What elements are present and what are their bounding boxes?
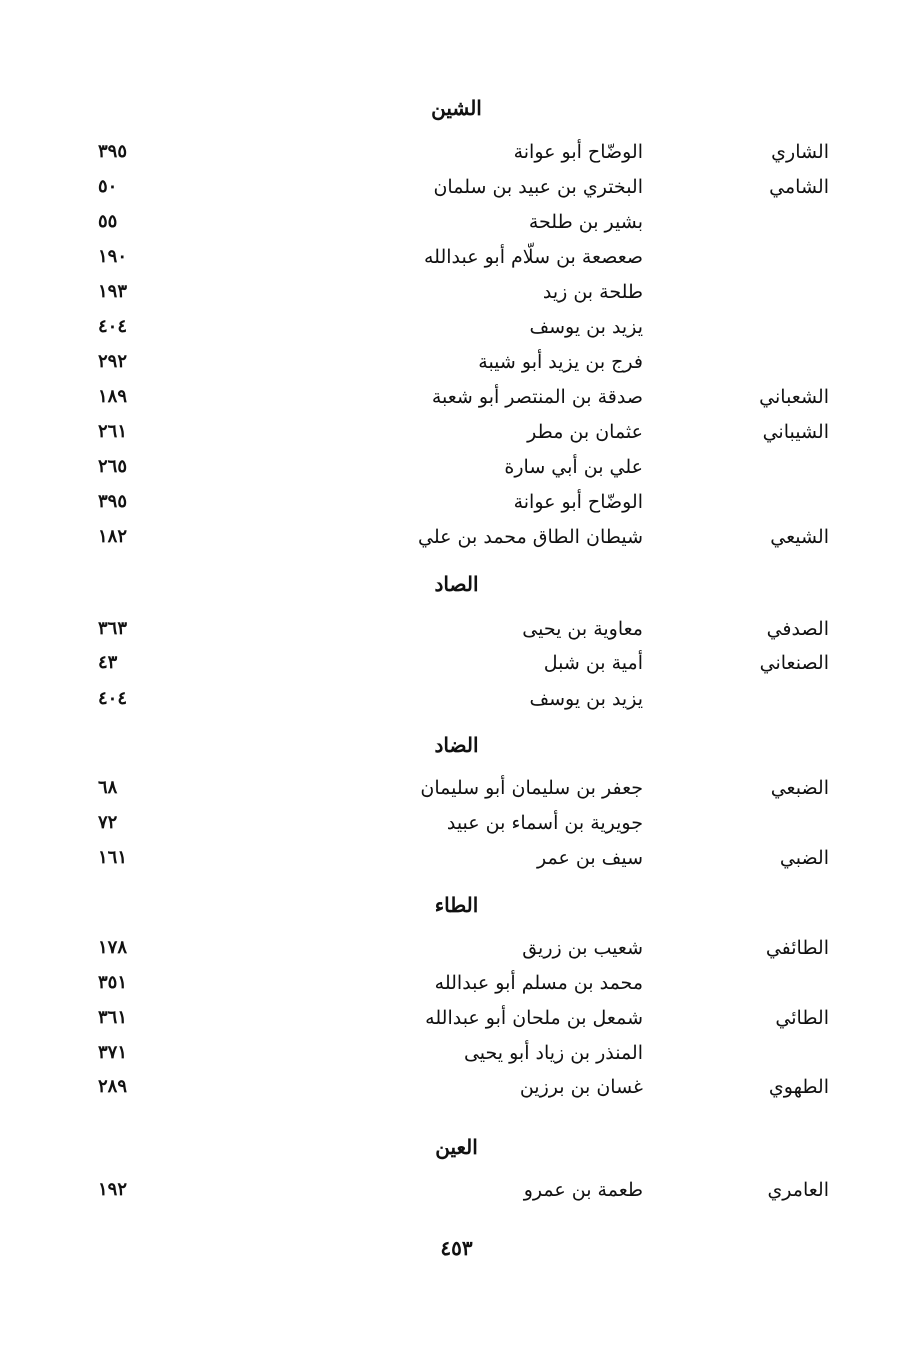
index-row xyxy=(0,456,913,490)
index-row xyxy=(0,652,913,686)
page-number: ٤٥٣ xyxy=(440,1236,473,1260)
page-ref: ١٨٩ xyxy=(98,386,128,407)
index-row xyxy=(0,526,913,560)
narrator-name: جعفر بن سليمان أبو سليمان xyxy=(420,777,643,799)
page-ref: ١٩٢ xyxy=(98,1179,128,1200)
narrator-name: الوضّاح أبو عوانة xyxy=(513,141,643,163)
page-ref: ٣٩٥ xyxy=(98,491,128,512)
page-ref: ٤٠٤ xyxy=(98,688,128,709)
index-row xyxy=(0,777,913,811)
index-row xyxy=(0,351,913,385)
nisba: الشامي xyxy=(769,176,829,198)
index-row xyxy=(0,1076,913,1110)
page-ref: ١٩٣ xyxy=(98,281,128,302)
page-ref: ١٧٨ xyxy=(98,937,128,958)
narrator-name: شيطان الطاق محمد بن علي xyxy=(418,526,643,548)
page-ref: ٤٣ xyxy=(98,652,118,673)
nisba: الصنعاني xyxy=(759,652,829,674)
narrator-name: طلحة بن زيد xyxy=(542,281,643,303)
nisba: الضبعي xyxy=(770,777,829,799)
page-ref: ٣٩٥ xyxy=(98,141,128,162)
section-heading: العين xyxy=(435,1135,478,1159)
page-ref: ١٨٢ xyxy=(98,526,128,547)
index-row xyxy=(0,688,913,722)
narrator-name: محمد بن مسلم أبو عبدالله xyxy=(434,972,643,994)
narrator-name: المنذر بن زياد أبو يحيى xyxy=(463,1042,643,1064)
nisba: الشعباني xyxy=(759,386,829,408)
index-row xyxy=(0,281,913,315)
page-ref: ١٦١ xyxy=(98,847,128,868)
section-heading: الصاد xyxy=(434,572,479,596)
index-row xyxy=(0,1007,913,1041)
index-row xyxy=(0,812,913,846)
index-row xyxy=(0,1042,913,1076)
index-row xyxy=(0,1179,913,1213)
page-ref: ٧٢ xyxy=(98,812,118,833)
page-ref: ٢٦٥ xyxy=(98,456,128,477)
narrator-name: فرج بن يزيد أبو شيبة xyxy=(478,351,643,373)
index-row xyxy=(0,386,913,420)
section-heading: الشين xyxy=(431,96,482,120)
narrator-name: عثمان بن مطر xyxy=(527,421,643,443)
narrator-name: أمية بن شبل xyxy=(543,652,643,674)
narrator-name: جويرية بن أسماء بن عبيد xyxy=(446,812,643,834)
page-ref: ٥٥ xyxy=(98,211,118,232)
narrator-name: صعصعة بن سلّام أبو عبدالله xyxy=(423,246,643,268)
nisba: الطهوي xyxy=(768,1076,829,1098)
narrator-name: صدقة بن المنتصر أبو شعبة xyxy=(431,386,643,408)
page-ref: ٢٩٢ xyxy=(98,351,128,372)
index-row xyxy=(0,211,913,245)
index-row xyxy=(0,972,913,1006)
index-row xyxy=(0,491,913,525)
nisba: الشيعي xyxy=(770,526,829,548)
page-ref: ٣٦٣ xyxy=(98,618,128,639)
index-row xyxy=(0,141,913,175)
narrator-name: طعمة بن عمرو xyxy=(523,1179,643,1201)
narrator-name: شعيب بن زريق xyxy=(522,937,643,959)
section-heading: الضاد xyxy=(434,733,479,757)
narrator-name: الوضّاح أبو عوانة xyxy=(513,491,643,513)
section-heading: الطاء xyxy=(434,893,479,917)
page-ref: ٦٨ xyxy=(98,777,118,798)
narrator-name: سيف بن عمر xyxy=(537,847,643,869)
index-row xyxy=(0,246,913,280)
index-row xyxy=(0,847,913,881)
page-ref: ١٩٠ xyxy=(98,246,128,267)
narrator-name: يزيد بن يوسف xyxy=(529,316,643,338)
page-ref: ٣٥١ xyxy=(98,972,128,993)
nisba: الشيباني xyxy=(762,421,829,443)
narrator-name: البختري بن عبيد بن سلمان xyxy=(433,176,643,198)
index-row xyxy=(0,937,913,971)
page-ref: ٢٦١ xyxy=(98,421,128,442)
index-row xyxy=(0,176,913,210)
index-row xyxy=(0,618,913,652)
nisba: الطائي xyxy=(775,1007,829,1029)
index-row xyxy=(0,316,913,350)
narrator-name: يزيد بن يوسف xyxy=(529,688,643,710)
nisba: الشاري xyxy=(771,141,829,163)
page-ref: ٥٠ xyxy=(98,176,118,197)
narrator-name: علي بن أبي سارة xyxy=(504,456,643,478)
page-ref: ٢٨٩ xyxy=(98,1076,128,1097)
nisba: الصدفي xyxy=(766,618,829,640)
narrator-name: شمعل بن ملحان أبو عبدالله xyxy=(425,1007,643,1029)
page-ref: ٣٦١ xyxy=(98,1007,128,1028)
narrator-name: غسان بن برزين xyxy=(519,1076,643,1098)
index-row xyxy=(0,421,913,455)
nisba: الطائفي xyxy=(765,937,829,959)
narrator-name: بشير بن طلحة xyxy=(528,211,643,233)
nisba: العامري xyxy=(767,1179,829,1201)
narrator-name: معاوية بن يحيى xyxy=(522,618,643,640)
page-ref: ٣٧١ xyxy=(98,1042,128,1063)
page-ref: ٤٠٤ xyxy=(98,316,128,337)
nisba: الضبي xyxy=(779,847,829,869)
